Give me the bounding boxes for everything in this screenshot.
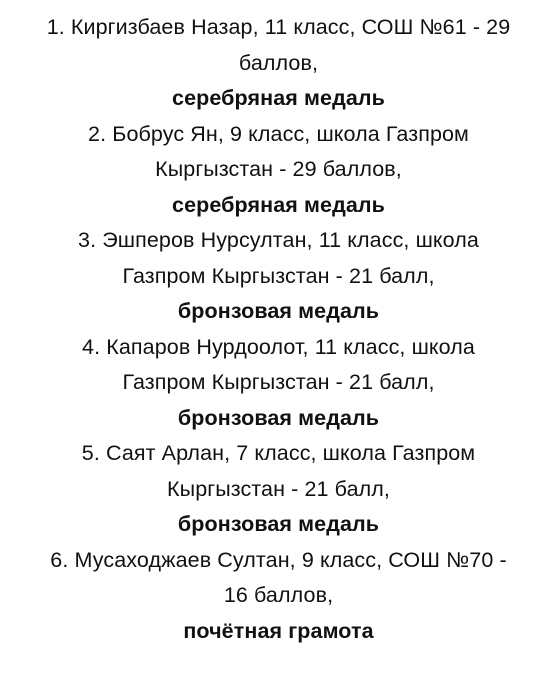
- entry-3-award: бронзовая медаль: [177, 299, 380, 323]
- entry-3-line-1: 3. Эшперов Нурсултан, 11 класс, школа: [78, 228, 479, 252]
- entry-5-line-1: 5. Саят Арлан, 7 класс, школа Газпром: [81, 441, 476, 465]
- list-item: [0, 117, 557, 224]
- entry-2-line-1: 2. Бобрус Ян, 9 класс, школа Газпром: [88, 121, 469, 146]
- entry-5-award: бронзовая медаль: [177, 512, 380, 536]
- entry-6-award: почётная грамота: [183, 618, 374, 643]
- entry-4-award: бронзовая медаль: [177, 405, 380, 430]
- entry-2-line-2: Кыргызстан - 29 баллов,: [155, 157, 402, 181]
- entry-6-line-2: 16 баллов,: [223, 583, 334, 607]
- list-item: [0, 223, 557, 330]
- list-item: [0, 330, 557, 437]
- entry-1-line-2: баллов,: [238, 50, 319, 75]
- entry-2-award: серебряная медаль: [172, 192, 385, 217]
- entry-4-line-1: 4. Капаров Нурдоолот, 11 класс, школа: [82, 334, 475, 359]
- results-list: [0, 10, 557, 649]
- entry-6-line-1: 6. Мусаходжаев Султан, 9 класс, СОШ №70 -: [50, 547, 507, 572]
- list-item: [0, 10, 557, 117]
- entry-5-line-2: Кыргызстан - 21 балл,: [167, 476, 390, 501]
- entry-4-line-2: Газпром Кыргызстан - 21 балл,: [122, 370, 435, 394]
- entry-3-line-2: Газпром Кыргызстан - 21 балл,: [122, 263, 435, 288]
- list-item: [0, 436, 557, 543]
- list-item: [0, 543, 557, 650]
- entry-1-line-1: 1. Киргизбаев Назар, 11 класс, СОШ №61 - 29: [46, 15, 511, 39]
- entry-1-award: серебряная медаль: [172, 86, 385, 110]
